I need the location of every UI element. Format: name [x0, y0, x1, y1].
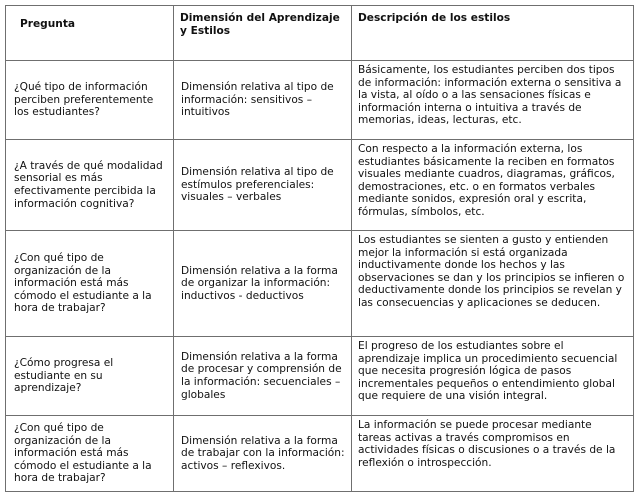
- question-cell: ¿Qué tipo de información perciben preferentemente los estudiantes?: [6, 61, 174, 140]
- dimension-cell: Dimensión relativa al tipo de información: sensitivos – intuitivos: [174, 61, 352, 140]
- dimension-cell: Dimensión relativa a la forma de procesar y comprensión de la información: secuenciales – globales: [174, 337, 352, 416]
- table-row: [6, 416, 634, 492]
- question-cell: ¿Cómo progresa el estudiante en su aprendizaje?: [6, 337, 174, 416]
- description-cell: La información se puede procesar mediante tareas activas a través compromisos en actividades físicas o discusiones o a través de la reflexión o introspección.: [352, 416, 634, 492]
- question-cell: ¿Con qué tipo de organización de la información está más cómodo el estudiante a la hora de trabajar?: [6, 231, 174, 337]
- header-question: Pregunta: [6, 6, 174, 61]
- description-cell: El progreso de los estudiantes sobre el aprendizaje implica un procedimiento secuencial que necesita progresión lógica de pasos incrementales pequeños o entendimiento global que requiere de una visión integral.: [352, 337, 634, 416]
- header-description: Descripción de los estilos: [352, 6, 634, 61]
- question-cell: ¿A través de qué modalidad sensorial es más efectivamente percibida la información cognitiva?: [6, 140, 174, 231]
- dimension-cell: Dimensión relativa al tipo de estímulos preferenciales: visuales – verbales: [174, 140, 352, 231]
- table-row: [6, 61, 634, 140]
- dimension-cell: Dimensión relativa a la forma de trabajar con la información: activos – reflexivos.: [174, 416, 352, 492]
- table-row: [6, 337, 634, 416]
- header-dimension: Dimensión del Aprendizaje y Estilos: [174, 6, 352, 61]
- learning-styles-table-wrapper: [5, 5, 634, 492]
- description-cell: Básicamente, los estudiantes perciben dos tipos de información: información externa o sensitiva a la vista, al oído o a las sensaciones físicas e información interna o intuitiva a través de memorias, ideas, lecturas, etc.: [352, 61, 634, 140]
- table-row: [6, 140, 634, 231]
- description-cell: Con respecto a la información externa, los estudiantes básicamente la reciben en formatos visuales mediante cuadros, diagramas, gráficos, demostraciones, etc. o en formatos verbales mediante sonidos, expresión oral y escrita, fórmulas, símbolos, etc.: [352, 140, 634, 231]
- question-cell: ¿Con qué tipo de organización de la información está más cómodo el estudiante a la hora de trabajar?: [6, 416, 174, 492]
- description-cell: Los estudiantes se sienten a gusto y entienden mejor la información si está organizada inductivamente donde los hechos y las observaciones se dan y los principios se infieren o deductivamente donde los principios se revelan y las consecuencias y aplicaciones se deducen.: [352, 231, 634, 337]
- header-row: [6, 6, 634, 61]
- dimension-cell: Dimensión relativa a la forma de organizar la información: inductivos - deductivos: [174, 231, 352, 337]
- table-row: [6, 231, 634, 337]
- learning-styles-table: [5, 5, 634, 492]
